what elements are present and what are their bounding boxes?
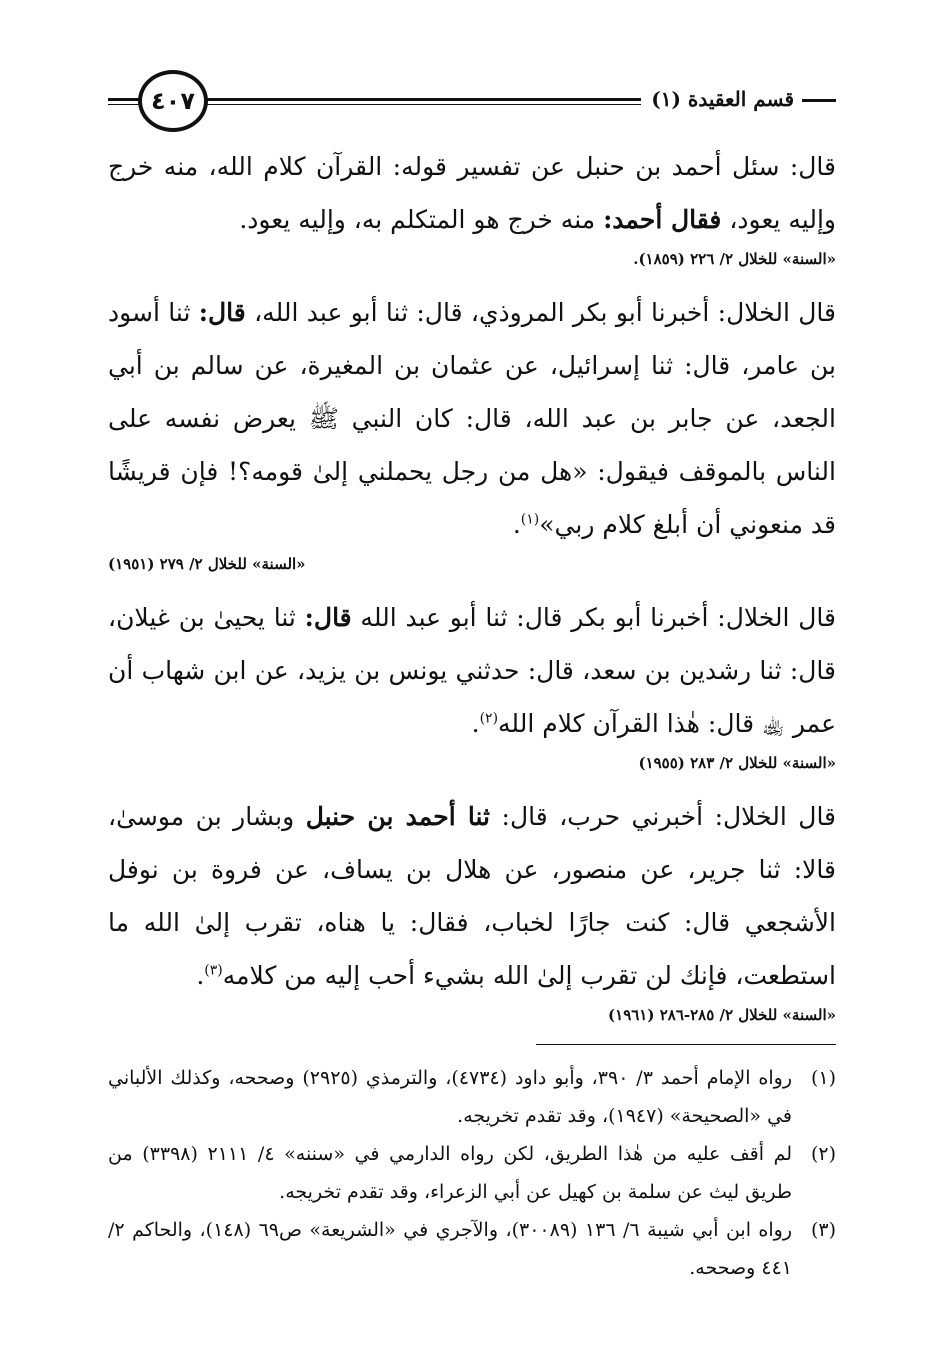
footnote-1	[108, 1059, 836, 1135]
source-reference: «السنة» للخلال ٢/ ٢٧٩ (١٩٥١)	[108, 555, 306, 573]
running-head	[108, 60, 836, 140]
narration-block-3	[108, 591, 836, 776]
narration-block-4	[108, 790, 836, 1028]
footnote-marker[interactable]: (٣)	[204, 962, 223, 979]
footnote-marker[interactable]: (٢)	[479, 710, 499, 727]
book-page	[108, 60, 836, 1300]
footnote-number: (٣)	[810, 1219, 836, 1241]
footnote-number: (٢)	[810, 1143, 836, 1165]
page-number-badge	[138, 70, 208, 132]
footnote-marker[interactable]: (١)	[520, 511, 540, 528]
footnote-text: رواه الإمام أحمد ٣/ ٣٩٠، وأبو داود (٤٧٣٤)، والترمذي (٢٩٢٥) وصححه، وكذلك الألباني في «الصحيحة» (١٩٤٧)، وقد تقدم تخريجه.	[108, 1067, 793, 1127]
footnote-text: رواه ابن أبي شيبة ٦/ ١٣٦ (٣٠٠٨٩)، والآجري في «الشريعة» ص٦٩ (١٤٨)، والحاكم ٢/ ٤٤١ وصححه.	[108, 1219, 793, 1279]
narration-text: قال: سئل أحمد بن حنبل عن تفسير قوله: القرآن كلام الله، منه خرج وإليه يعود، فقال أحمد: منه خرج هو المتكلم به، وإليه يعود.	[108, 152, 836, 234]
source-reference: «السنة» للخلال ٢/ ٢٨٣ (١٩٥٥)	[638, 754, 836, 772]
source-reference: «السنة» للخلال ٢/ ٢٨٥-٢٨٦ (١٩٦١)	[608, 1006, 836, 1024]
footnotes	[108, 1059, 836, 1287]
source-reference: «السنة» للخلال ٢/ ٢٢٦ (١٨٥٩).	[633, 250, 836, 268]
narration-block-1	[108, 140, 836, 272]
section-dash	[802, 99, 836, 102]
section-title: قسم العقيدة (١)	[641, 82, 836, 116]
footnote-number: (١)	[810, 1067, 836, 1089]
footnote-separator	[536, 1044, 836, 1045]
footnote-text: لم أقف عليه من هٰذا الطريق، لكن رواه الدارمي في «سننه» ٤/ ٢١١١ (٣٣٩٨) من طريق ليث عن سلمة بن كهيل عن أبي الزعراء، وقد تقدم تخريجه.	[108, 1143, 793, 1203]
footnote-2	[108, 1135, 836, 1211]
narration-block-2	[108, 286, 836, 577]
narration-text: قال الخلال: أخبرني حرب، قال: ثنا أحمد بن حنبل وبشار بن موسىٰ، قالا: ثنا جرير، عن منصور، عن هلال بن يساف، عن فروة بن نوفل الأشجعي قال: كنت جارًا لخباب، فقال: يا هناه، تقرب إلىٰ الله ما استطعت، فإنك لن تقرب إلىٰ الله بشيء أحب إليه من كلامه$^{(٣)}$.	[108, 802, 837, 990]
footnote-3	[108, 1211, 836, 1287]
narration-text: قال الخلال: أخبرنا أبو بكر قال: ثنا أبو عبد الله قال: ثنا يحيىٰ بن غيلان، قال: ثنا رشدين بن سعد، قال: حدثني يونس بن يزيد، عن ابن شهاب أن عمر ﵀ قال: هٰذا القرآن كلام الله$^{(٢)}$.	[108, 603, 836, 738]
narration-text: قال الخلال: أخبرنا أبو بكر المروذي، قال: ثنا أبو عبد الله، قال: ثنا أسود بن عامر، قال: ثنا إسرائيل، عن عثمان بن المغيرة، عن سالم بن أبي الجعد، عن جابر بن عبد الله، قال: كان النبي ﷺ يعرض نفسه على الناس بالموقف فيقول: «هل من رجل يحملني إلىٰ قومه؟! فإن قريشًا قد منعوني أن أبلغ كلام ربي»$^{(١)}$.	[108, 298, 836, 539]
page-number: ٤٠٧	[151, 87, 195, 115]
